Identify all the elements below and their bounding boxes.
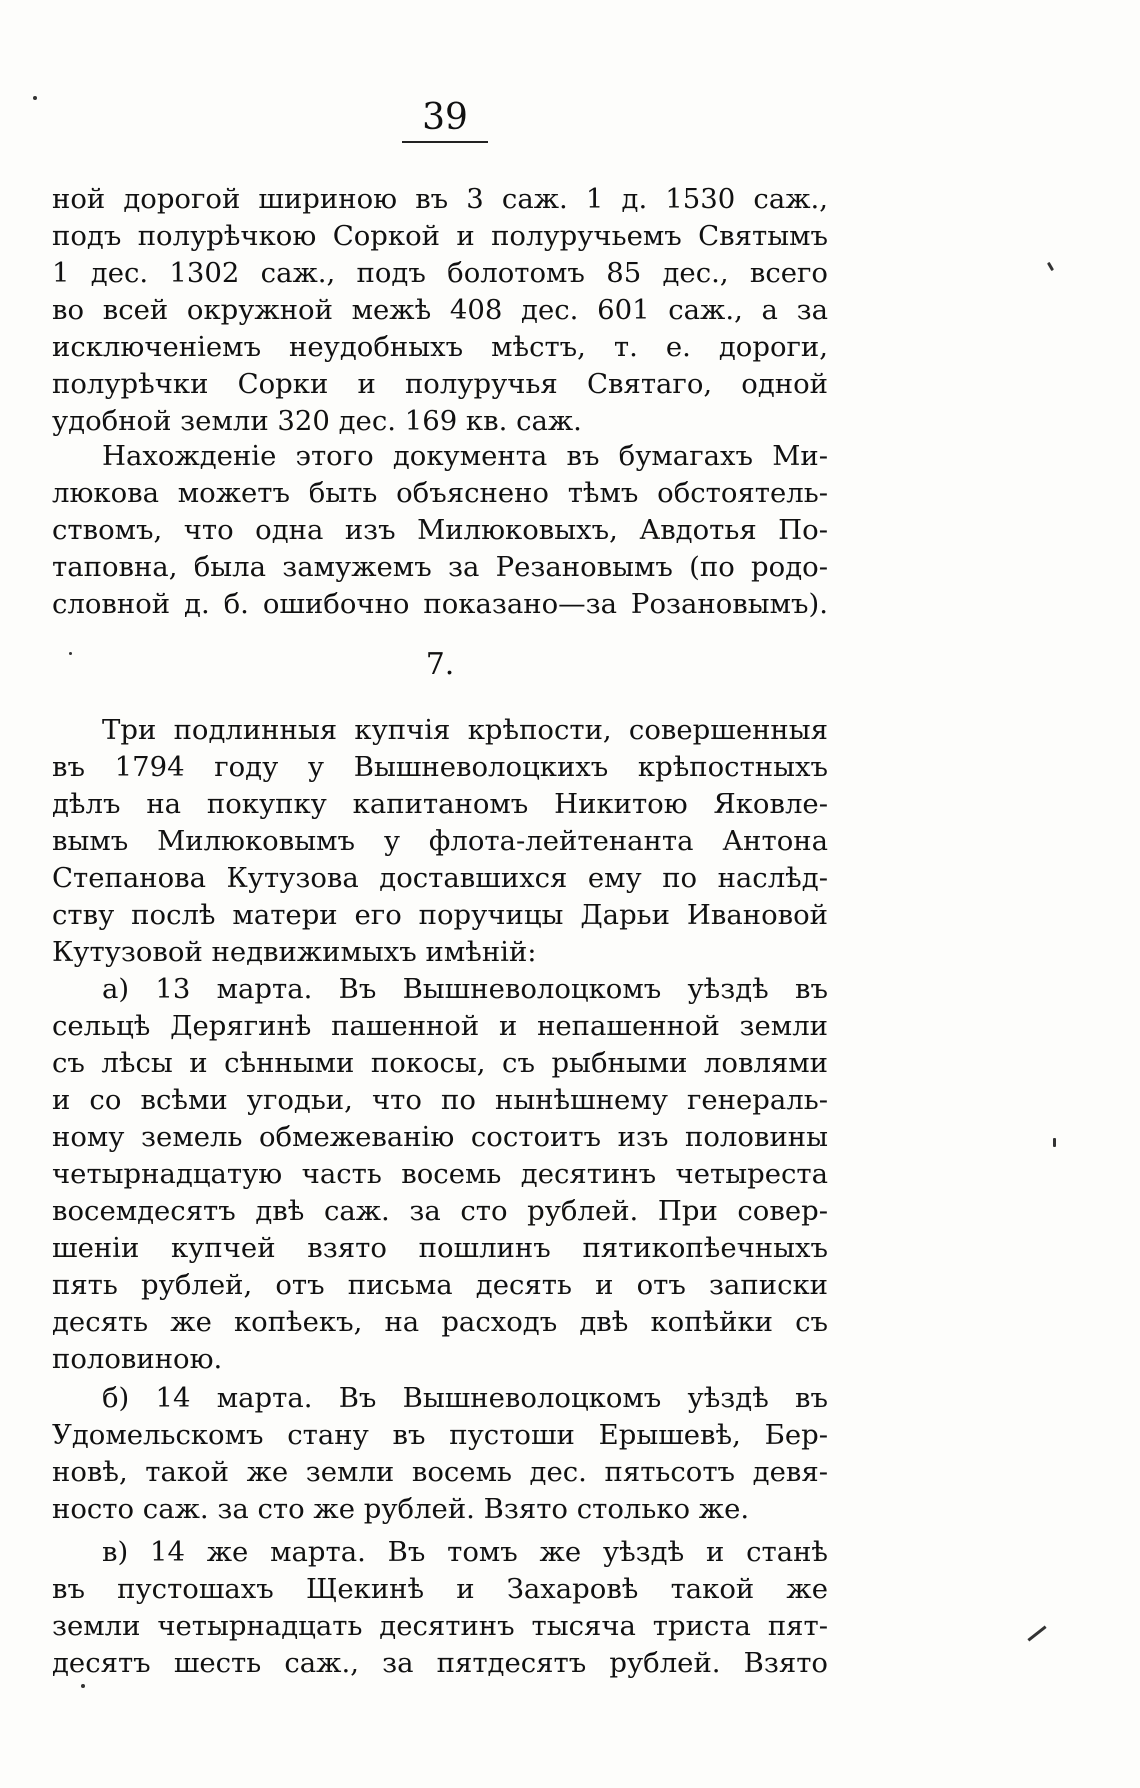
text-line: словной д. б. ошибочно показано—за Розановымъ). <box>52 588 828 620</box>
text-line: носто саж. за сто же рублей. Взято столько же. <box>52 1493 750 1525</box>
page-number-rule <box>402 141 488 143</box>
scan-speck <box>81 1684 85 1688</box>
text-line: съ лѣсы и сѣнными покосы, съ рыбными ловлями <box>52 1047 828 1079</box>
text-line: ной дорогой шириною въ 3 саж. 1 д. 1530 саж., <box>52 183 828 215</box>
section-number: 7. <box>425 647 455 682</box>
text-line: въ 1794 году у Вышневолоцкихъ крѣпостныхъ <box>52 751 828 783</box>
text-line: земли четырнадцать десятинъ тысяча триста пят- <box>52 1610 828 1642</box>
scan-speck <box>33 96 37 100</box>
text-line: ствомъ, что одна изъ Милюковыхъ, Авдотья По- <box>52 514 828 546</box>
text-line: в) 14 же марта. Въ томъ же уѣздѣ и станѣ <box>102 1536 828 1568</box>
text-line: подъ полурѣчкою Соркой и полуручьемъ Святымъ <box>52 220 828 252</box>
text-line: б) 14 марта. Въ Вышневолоцкомъ уѣздѣ въ <box>102 1382 828 1414</box>
text-line: Три подлинныя купчія крѣпости, совершенныя <box>102 714 828 746</box>
text-line: во всей окружной межѣ 408 дес. 601 саж., а за <box>52 294 828 326</box>
paragraph-document-note <box>52 438 828 623</box>
paragraph-item-b <box>52 1380 828 1528</box>
text-line: Удомельскомъ стану въ пустоши Ерышевѣ, Бер- <box>52 1419 828 1451</box>
text-line: Степанова Кутузова доставшихся ему по наслѣд- <box>52 862 828 894</box>
text-line: десять же копѣекъ, на расходъ двѣ копѣйки съ <box>52 1306 828 1338</box>
text-line: а) 13 марта. Въ Вышневолоцкомъ уѣздѣ въ <box>102 973 828 1005</box>
text-line: четырнадцатую часть восемь десятинъ четыреста <box>52 1158 828 1190</box>
scan-speck <box>69 652 72 655</box>
scan-speck <box>1053 1138 1056 1147</box>
text-line: вымъ Милюковымъ у флота-лейтенанта Антона <box>52 825 828 857</box>
text-line: десятъ шесть саж., за пятдесятъ рублей. Взято <box>52 1647 828 1679</box>
text-line: сельцѣ Дерягинѣ пашенной и непашенной земли <box>52 1010 828 1042</box>
pencil-mark <box>1027 1626 1046 1642</box>
text-line: пять рублей, отъ письма десять и отъ записки <box>52 1269 828 1301</box>
page-number: 39 <box>422 97 468 138</box>
text-line: Кутузовой недвижимыхъ имѣній: <box>52 936 537 968</box>
text-line: ству послѣ матери его поручицы Дарьи Ивановой <box>52 899 828 931</box>
text-line: удобной земли 320 дес. 169 кв. саж. <box>52 405 582 437</box>
text-line: въ пустошахъ Щекинѣ и Захаровѣ такой же <box>52 1573 828 1605</box>
paragraph-deeds-intro <box>52 712 828 971</box>
text-line: половиною. <box>52 1343 223 1375</box>
scan-speck <box>1047 262 1054 271</box>
paragraph-continuation <box>52 181 828 440</box>
paragraph-item-a <box>52 971 828 1378</box>
text-line: Нахожденіе этого документа въ бумагахъ Ми- <box>102 440 828 472</box>
text-line: восемдесятъ двѣ саж. за сто рублей. При совер- <box>52 1195 828 1227</box>
text-line: дѣлъ на покупку капитаномъ Никитою Яковле- <box>52 788 828 820</box>
text-line: новѣ, такой же земли восемь дес. пятьсотъ девя- <box>52 1456 828 1488</box>
text-line: шеніи купчей взято пошлинъ пятикопѣечныхъ <box>52 1232 828 1264</box>
text-line: люкова можетъ быть объяснено тѣмъ обстоятель- <box>52 477 828 509</box>
text-line: 1 дес. 1302 саж., подъ болотомъ 85 дес., всего <box>52 257 828 289</box>
text-line: исключеніемъ неудобныхъ мѣстъ, т. е. дороги, <box>52 331 828 363</box>
text-line: ному земель обмежеванію состоитъ изъ половины <box>52 1121 828 1153</box>
text-line: и со всѣми угодьи, что по нынѣшнему генераль- <box>52 1084 828 1116</box>
text-line: таповна, была замужемъ за Резановымъ (по родо- <box>52 551 828 583</box>
text-line: полурѣчки Сорки и полуручья Святаго, одной <box>52 368 828 400</box>
paragraph-item-c <box>52 1534 828 1682</box>
